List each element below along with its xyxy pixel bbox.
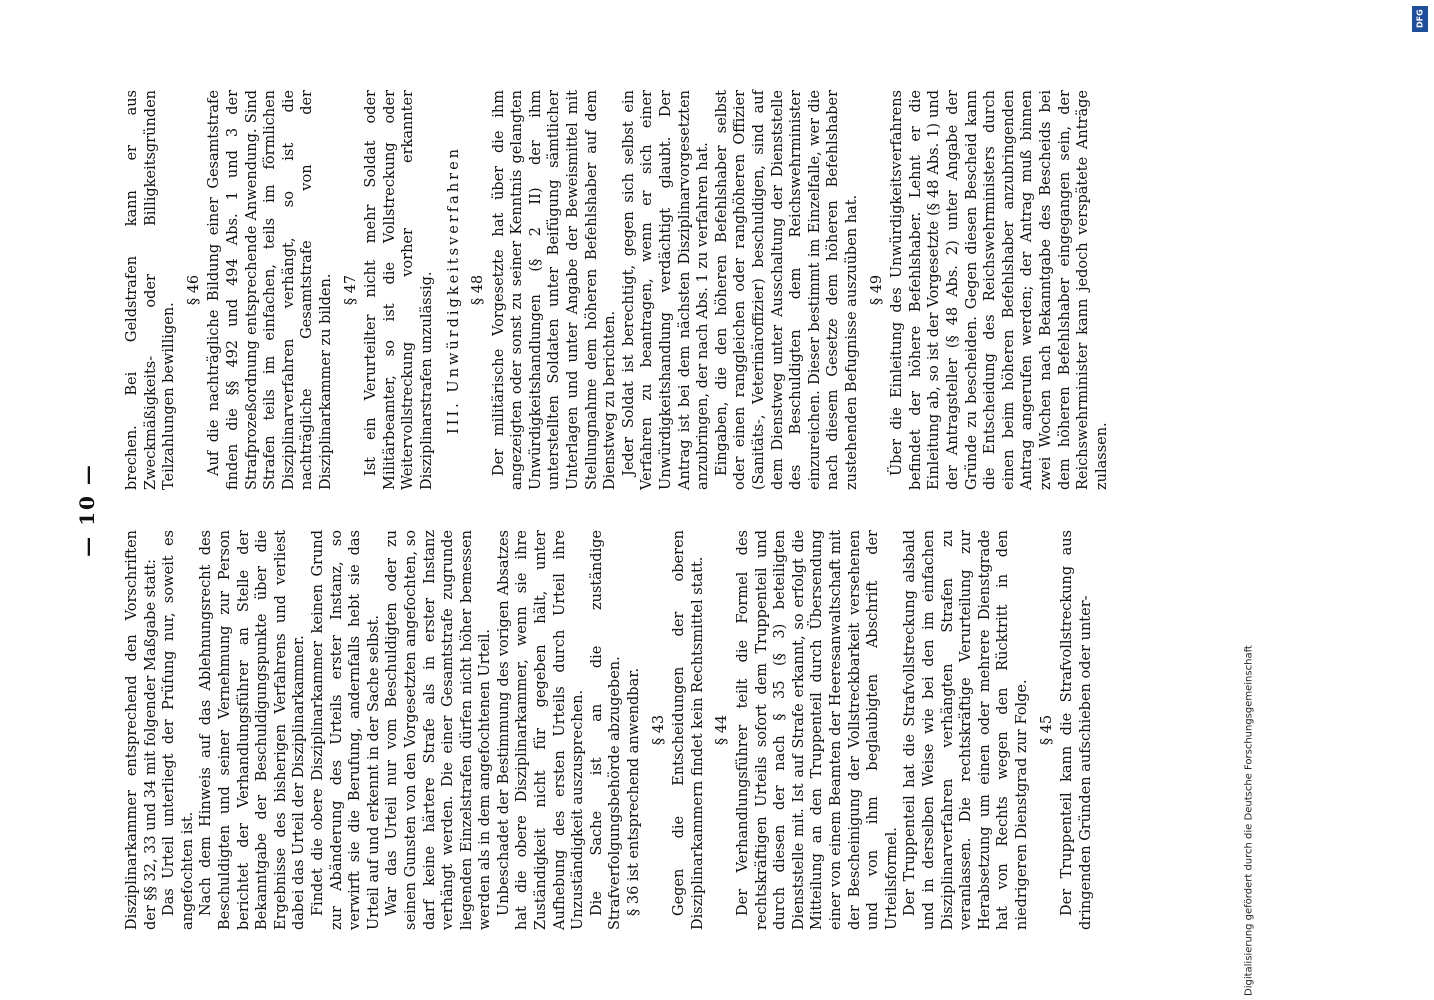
body-paragraph: Der Truppenteil kann die Strafvollstreckung aus dringenden Gründen aufschieben oder unter- <box>1059 530 1094 930</box>
paragraph-heading: § 45 <box>1038 714 1055 746</box>
body-paragraph: Über die Einleitung des Unwürdigkeitsverfahrens befindet der höhere Befehlshaber. Lehnt er die Einleitung ab, so ist der Vorgesetzte (§ 48 Abs. 1) und der Antragsteller (§ 48 Abs. 2) unter Angabe der Gründe zu bescheiden. Gegen diesen Bescheid kann die Entscheidung des Reichswehrministers durch einen beim höheren Befehlshaber anzubringenden Antrag angerufen werden; der Antrag muß binnen zwei Wochen nach Bekanntgabe des Bescheids bei dem höheren Befehlshaber eingegangen sein, der Reichswehrminister kann jedoch verspätete Anträge zulassen. <box>889 90 1110 490</box>
body-paragraph: Die Sache ist an die zuständige Strafverfolgungsbehörde abzugeben. <box>588 530 624 930</box>
body-paragraph: Disziplinarkammer entsprechend den Vorschriften der §§ 32, 33 und 34 mit folgender Maßgabe statt: <box>124 530 159 930</box>
body-paragraph: Eingaben, die den höheren Befehlshaber selbst oder einen ranggleichen oder ranghöheren Offizier (Sanitäts-, Veterinäroffizier) beschuldigen, sind auf dem Dienstweg unter Ausschaltung der Dienststelle des Beschuldigten dem Reichswehrminister einzureichen. Dieser bestimmt im Einzelfalle, wer die nach diesem Gesetze dem höheren Befehlshaber zustehenden Befugnisse auszuüben hat. <box>713 90 860 490</box>
paragraph-heading: § 43 <box>650 714 667 746</box>
body-paragraph: Ist ein Verurteilter nicht mehr Soldat oder Militärbeamter, so ist die Vollstreckung oder Weitervollstreckung vorher erkannter Disziplinarstrafen unzulässig. <box>363 90 435 490</box>
paragraph-heading: § 47 <box>342 274 359 306</box>
body-paragraph: brechen. Bei Geldstrafen kann er aus Zweckmäßigkeits- oder Billigkeitsgründen Teilzahlungen bewilligen. <box>124 90 178 490</box>
paragraph-heading: § 44 <box>714 714 731 746</box>
body-paragraph: Nach dem Hinweis auf das Ablehnungsrecht des Beschuldigten und seiner Vernehmung zur Person berichtet der Verhandlungsführer an Stelle der Bekanntgabe der Beschuldigungspunkte über die Ergebnisse des bisherigen Verfahrens und verliest dabei das Urteil der Disziplinarkammer. <box>198 530 308 930</box>
body-paragraph: Unbeschadet der Bestimmung des vorigen Absatzes hat die obere Disziplinarkammer, wenn sie ihre Zuständigkeit nicht für gegeben hält, unter Aufhebung des ersten Urteils durch Urteil ihre Unzuständigkeit auszusprechen. <box>495 530 587 930</box>
body-paragraph: War das Urteil nur vom Beschuldigten oder zu seinen Gunsten von den Vorgesetzten angefochten, so darf keine härtere Strafe als in erster Instanz verhängt werden. Die einer Gesamtstrafe zugrunde liegenden Einzelstrafen dürfen nicht höher bemessen werden als in dem angefochtenen Urteil. <box>384 530 494 930</box>
body-paragraph: Auf die nachträgliche Bildung einer Gesamtstrafe finden die §§ 492 und 494 Abs. 1 und 3 der Strafprozeßordnung entsprechende Anwendung. Sind Strafen teils im einfachen, teils im förmlichen Disziplinarverfahren verhängt, so ist die nachträgliche Gesamtstrafe von der Disziplinarkammer zu bilden. <box>206 90 334 490</box>
section-heading: III. Unwürdigkeitsverfahren <box>445 145 462 435</box>
body-paragraph: Der Truppenteil hat die Strafvollstreckung alsbald und in derselben Weise wie bei den im einfachen Disziplinarverfahren verhängten Strafen zu veranlassen. Die rechtskräftige Verurteilung zur Herabsetzung um einen oder mehrere Dienstgrade hat von Rechts wegen den Rücktritt in den niedrigeren Dienstgrad zur Folge. <box>902 530 1030 930</box>
body-paragraph: Der Verhandlungsführer teilt die Formel des rechtskräftigen Urteils sofort dem Truppenteil und durch diesen der nach § 35 (§ 3) beteiligten Dienststelle mit. Ist auf Strafe erkannt, so erfolgt die Mitteilung an den Truppenteil durch Übersendung einer von einem Beamten der Heeresanwaltschaft mit der Bescheinigung der Vollstreckbarkeit versehenen und von ihm beglaubigten Abschrift der Urteilsformel. <box>735 530 900 930</box>
body-paragraph: Das Urteil unterliegt der Prüfung nur, soweit es angefochten ist. <box>161 530 196 930</box>
credit-text: Digitalisierung gefördert durch die Deutsche Forschungsgemeinschaft <box>1243 645 1255 996</box>
page-number: — 10 — <box>75 463 99 557</box>
body-paragraph: § 36 ist entsprechend anwendbar. <box>626 667 643 916</box>
paragraph-heading: § 49 <box>868 274 885 306</box>
digitization-credit <box>1243 6 1430 996</box>
paragraph-heading: § 48 <box>470 274 487 306</box>
printed-page <box>75 90 1335 930</box>
body-paragraph: Jeder Soldat ist berechtigt, gegen sich selbst ein Verfahren zu beantragen, wenn er sich einer Unwürdigkeitshandlung verdächtigt glaubt. Der Antrag ist bei dem nächsten Disziplinarvorgesetzten anzubringen, der nach Abs. 1 zu verfahren hat. <box>620 90 712 490</box>
dfg-logo: DFG <box>1412 6 1428 32</box>
body-paragraph: Findet die obere Disziplinarkammer keinen Grund zur Abänderung des Urteils erster Instanz, so verwirft sie die Berufung, andernfalls hebt sie das Urteil auf und erkennt in der Sache selbst. <box>309 530 382 930</box>
left-column <box>123 530 1095 930</box>
body-paragraph: Der militärische Vorgesetzte hat über die ihm angezeigten oder sonst zu seiner Kenntnis gelangten Unwürdigkeitshandlungen (§ 2 II) der ihm unterstellten Soldaten unter Beifügung sämtlicher Unterlagen und unter Angabe der Beweismittel mit Stellungnahme dem höheren Befehlshaber auf dem Dienstweg zu berichten. <box>490 90 619 490</box>
right-column <box>123 90 1111 490</box>
body-paragraph: Gegen die Entscheidungen der oberen Disziplinarkammern findet kein Rechtsmittel statt. <box>671 530 706 930</box>
paragraph-heading: § 46 <box>185 274 202 306</box>
